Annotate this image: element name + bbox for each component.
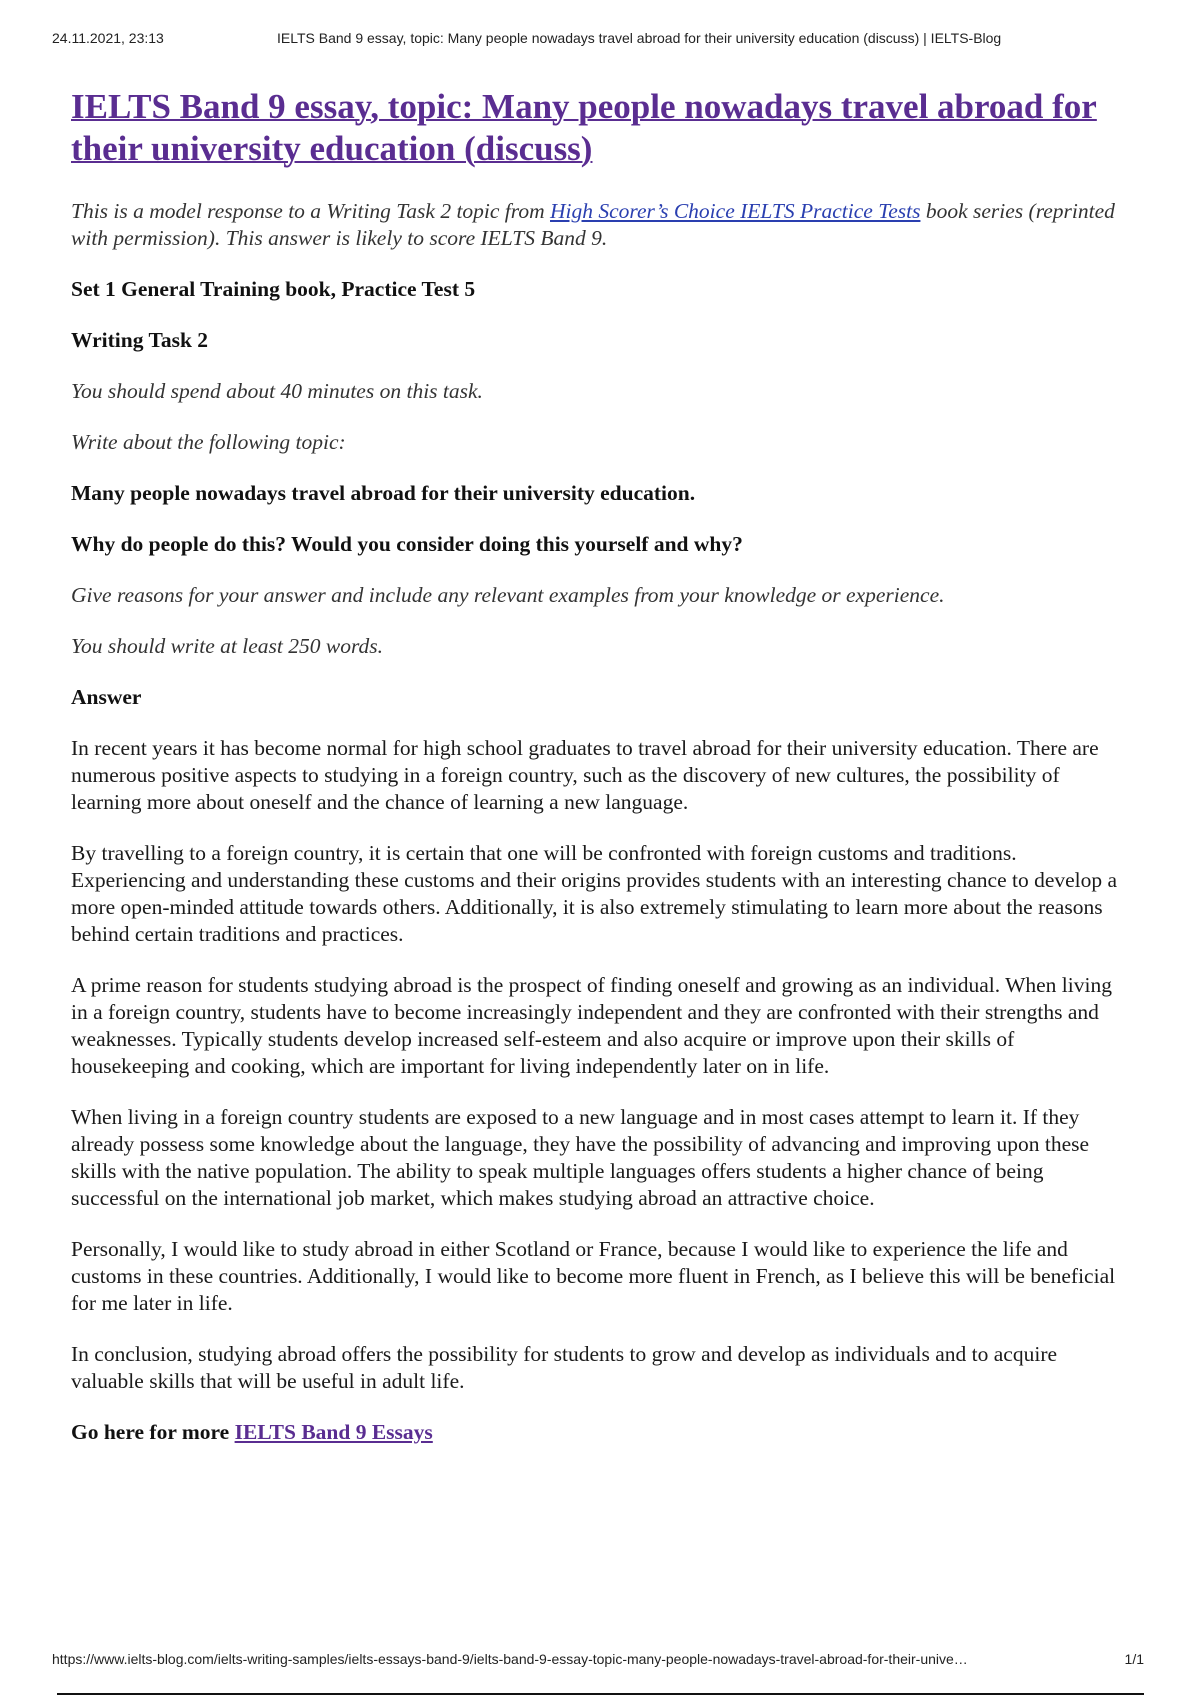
instruction-words: You should write at least 250 words. xyxy=(71,634,384,658)
instruction-time: You should spend about 40 minutes on this task. xyxy=(71,379,483,403)
essay-paragraph-4: When living in a foreign country students are exposed to a new language and in most cases attempt to learn it. If they already possess some knowledge about the language, they have the possibility of advancing and improving upon these skills with the native population. The ability to speak multiple languages offers students a higher chance of being successful on the international job market, which makes studying abroad an attractive choice. xyxy=(71,1105,1090,1210)
more-essays-line xyxy=(71,1419,1133,1446)
intro-text-after: book series (reprinted with permission). This answer is likely to score IELTS Band 9. xyxy=(71,199,1115,250)
book-series-link[interactable]: High Scorer’s Choice IELTS Practice Tests xyxy=(550,199,921,223)
essay-paragraph-6: In conclusion, studying abroad offers the possibility for students to grow and develop as individuals and to acquire valuable skills that will be useful in adult life. xyxy=(71,1342,1058,1393)
instruction-reasons: Give reasons for your answer and include any relevant examples from your knowledge or experience. xyxy=(71,583,945,607)
print-date: 24.11.2021, 23:13 xyxy=(52,30,164,46)
more-essays-prefix: Go here for more xyxy=(71,1420,235,1444)
print-header xyxy=(52,30,1144,50)
band-9-essays-link[interactable]: IELTS Band 9 Essays xyxy=(234,1420,433,1444)
topic-statement: Many people nowadays travel abroad for their university education. xyxy=(71,481,696,505)
essay-paragraph-2: By travelling to a foreign country, it is certain that one will be confronted with foreign customs and traditions. Experiencing and understanding these customs and their origins provides students with an interesting chance to develop a more open-minded attitude towards others. Additionally, it is also extremely stimulating to learn more about the reasons behind certain traditions and practices. xyxy=(71,841,1118,946)
instruction-topic: Write about the following topic: xyxy=(71,430,346,454)
topic-question: Why do people do this? Would you consider doing this yourself and why? xyxy=(71,532,743,556)
intro-text-before: This is a model response to a Writing Task 2 topic from xyxy=(71,199,551,223)
intro-paragraph xyxy=(71,198,1133,252)
print-page-number: 1/1 xyxy=(1124,1651,1144,1667)
essay-paragraph-1: In recent years it has become normal for high school graduates to travel abroad for their university education. There are numerous positive aspects to studying in a foreign country, such as the discovery of new cultures, the possibility of learning more about oneself and the chance of learning a new language. xyxy=(71,736,1099,814)
print-page-url: https://www.ielts-blog.com/ielts-writing-samples/ielts-essays-band-9/ielts-band-9-essay-topic-many-people-nowadays-travel-abroad-for-their-unive… xyxy=(52,1651,968,1667)
essay-paragraph-5: Personally, I would like to study abroad in either Scotland or France, because I would like to experience the life and customs in these countries. Additionally, I would like to become more fluent in French, as I believe this will be beneficial for me later in life. xyxy=(71,1237,1116,1315)
essay-paragraph-3: A prime reason for students studying abroad is the prospect of finding oneself and growing as an individual. When living in a foreign country, students have to become increasingly independent and they are confronted with their strengths and weaknesses. Typically students develop increased self-esteem and also acquire or improve upon their skills of housekeeping and cooking, which are important for living independently later on in life. xyxy=(71,973,1112,1078)
print-footer xyxy=(52,1651,1144,1671)
print-document-title: IELTS Band 9 essay, topic: Many people nowadays travel abroad for their university education (discuss) | IELTS-Blog xyxy=(277,30,1002,46)
task-label: Writing Task 2 xyxy=(71,328,209,352)
answer-heading: Answer xyxy=(71,685,142,709)
footer-divider xyxy=(57,1693,1144,1695)
set-info: Set 1 General Training book, Practice Test 5 xyxy=(71,277,476,301)
article-content xyxy=(71,86,1133,1470)
page-title xyxy=(71,86,1101,170)
title-link[interactable]: IELTS Band 9 essay, topic: Many people nowadays travel abroad for their university education (discuss) xyxy=(71,87,1097,168)
